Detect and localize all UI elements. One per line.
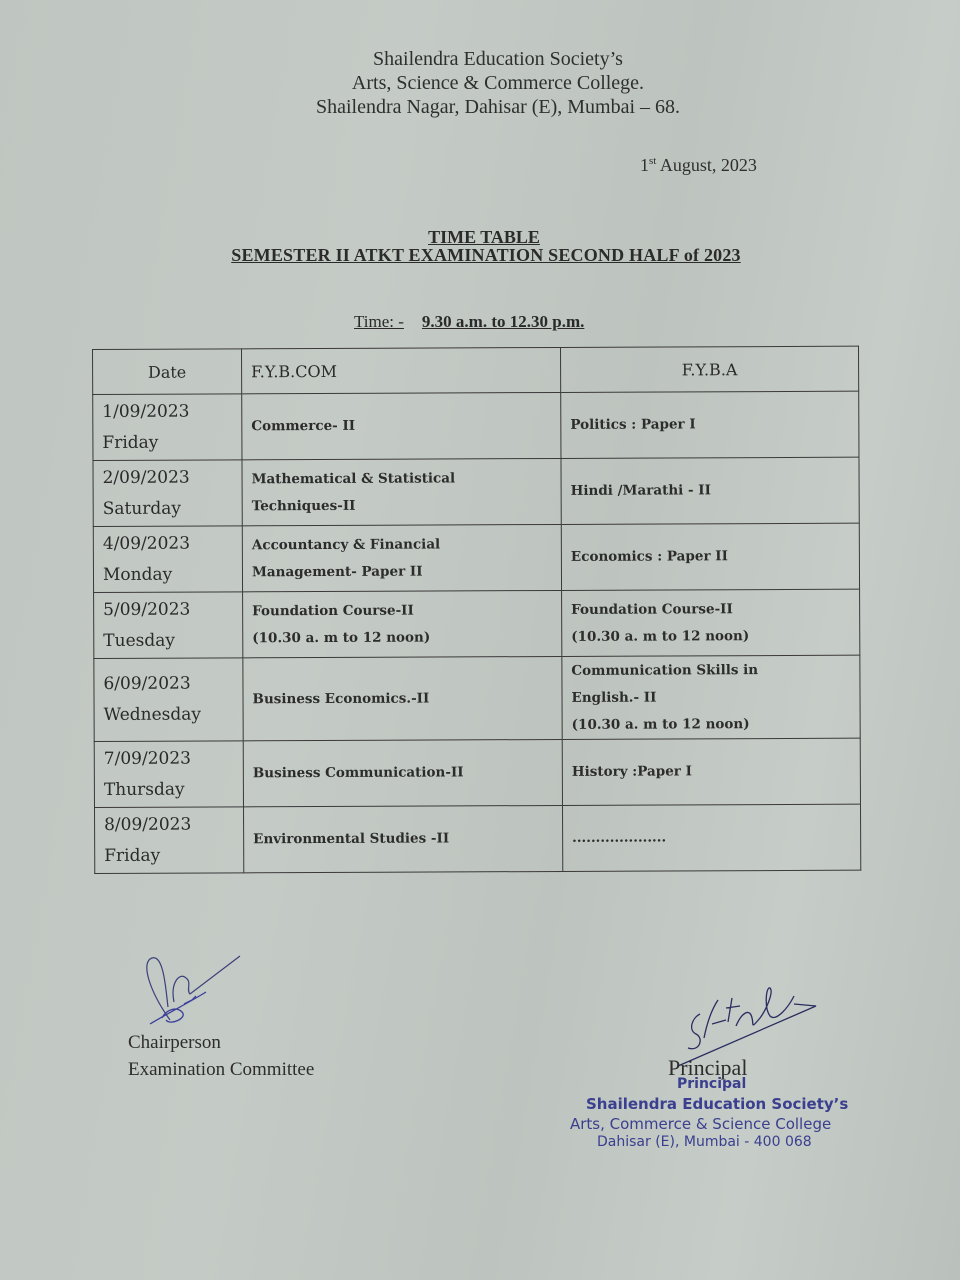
cell-date	[94, 592, 243, 659]
subject-line: Commerce- II	[251, 417, 356, 435]
exam-time-value: 9.30 a.m. to 12.30 p.m.	[421, 312, 585, 331]
cell-fyba	[561, 391, 859, 458]
header-fybcom: F.Y.B.COM	[242, 347, 561, 393]
subject-line: Politics : Paper I	[570, 416, 696, 433]
exam-date: 1/09/2023	[102, 401, 190, 422]
subject-line: (10.30 a. m to 12 noon)	[571, 715, 750, 733]
cell-fyba	[561, 523, 859, 590]
chairperson-title: Chairperson	[128, 1032, 221, 1053]
society-name: Shailendra Education Society’s	[373, 48, 623, 70]
subject-line: Accountancy & Financial	[251, 535, 441, 553]
date-suffix: st	[649, 155, 657, 167]
timetable-header-row	[93, 346, 859, 394]
table-row	[95, 804, 861, 873]
table-row	[94, 738, 860, 807]
subject-line: Business Communication-II	[252, 764, 464, 782]
cell-fybcom	[243, 739, 562, 806]
stamp-address: Dahisar (E), Mumbai - 400 068	[597, 1134, 812, 1150]
subject-line: Environmental Studies -II	[253, 830, 450, 848]
exam-day: Tuesday	[103, 630, 176, 651]
subject-line: (10.30 a. m to 12 noon)	[252, 629, 431, 646]
chairperson-signature	[140, 952, 250, 1032]
cell-fybcom	[243, 805, 562, 872]
exam-date: 4/09/2023	[102, 533, 191, 554]
exam-date: 2/09/2023	[102, 467, 190, 488]
cell-date	[93, 526, 242, 593]
table-row	[93, 391, 859, 460]
college-address: Shailendra Nagar, Dahisar (E), Mumbai – 68.	[315, 96, 681, 118]
cell-fyba	[562, 655, 860, 739]
document-title: TIME TABLE	[428, 227, 540, 247]
cell-date	[94, 741, 243, 808]
table-row	[94, 655, 860, 741]
cell-fyba	[562, 589, 860, 656]
cell-fybcom	[242, 458, 561, 525]
cell-date	[94, 658, 243, 742]
table-row	[93, 523, 859, 592]
subject-line: (10.30 a. m to 12 noon)	[571, 627, 750, 645]
subject-line: Communication Skills in	[571, 661, 759, 679]
cell-fyba	[562, 804, 860, 871]
subject-line: Hindi /Marathi - II	[570, 482, 711, 499]
exam-date: 5/09/2023	[103, 599, 191, 620]
header-fyba: F.Y.B.A	[560, 346, 858, 392]
subject-line: History :Paper I	[571, 763, 692, 780]
date-rest: August, 2023	[656, 155, 757, 175]
table-row	[94, 589, 860, 658]
exam-day: Saturday	[102, 498, 182, 519]
cell-fybcom	[242, 392, 561, 459]
stamp-society: Shailendra Education Society’s	[586, 1095, 849, 1113]
cell-date	[93, 394, 242, 461]
college-name: Arts, Science & Commerce College.	[351, 72, 645, 94]
document-date	[640, 155, 757, 176]
cell-fyba	[561, 457, 859, 524]
date-day: 1	[640, 155, 649, 175]
exam-day: Monday	[102, 564, 173, 585]
cell-fybcom	[243, 656, 562, 740]
exam-time	[354, 312, 584, 332]
subject-line: ....................	[572, 829, 667, 846]
cell-fybcom	[242, 524, 561, 591]
stamp-principal: Principal	[677, 1076, 747, 1092]
stamp-college: Arts, Commerce & Science College	[570, 1115, 832, 1133]
cell-fyba	[562, 738, 860, 805]
principal-title: Principal	[668, 1055, 748, 1080]
cell-date	[95, 807, 244, 874]
header-date: Date	[93, 349, 242, 395]
subject-line: Foundation Course-II	[252, 602, 414, 619]
exam-date: 7/09/2023	[103, 748, 192, 769]
subject-line: Techniques-II	[251, 497, 356, 514]
exam-date: 8/09/2023	[104, 814, 192, 835]
subject-line: Business Economics.-II	[252, 690, 430, 707]
timetable	[92, 346, 861, 874]
document-subtitle: SEMESTER II ATKT EXAMINATION SECOND HALF of 2023	[231, 245, 741, 265]
subject-line: Foundation Course-II	[571, 600, 733, 618]
subject-line: Economics : Paper II	[570, 548, 728, 565]
subject-line: English.- II	[571, 689, 657, 706]
exam-date: 6/09/2023	[103, 673, 191, 694]
subject-line: Mathematical & Statistical	[251, 469, 456, 487]
chairperson-committee: Examination Committee	[128, 1059, 315, 1080]
cell-fybcom	[243, 590, 562, 657]
cell-date	[93, 460, 242, 527]
subject-line: Management- Paper II	[251, 563, 423, 580]
exam-day: Friday	[104, 845, 161, 866]
exam-day: Wednesday	[103, 704, 202, 725]
exam-day: Thursday	[103, 779, 185, 800]
exam-day: Friday	[102, 432, 159, 453]
table-row	[93, 457, 859, 526]
exam-time-label: Time: -	[354, 312, 404, 331]
